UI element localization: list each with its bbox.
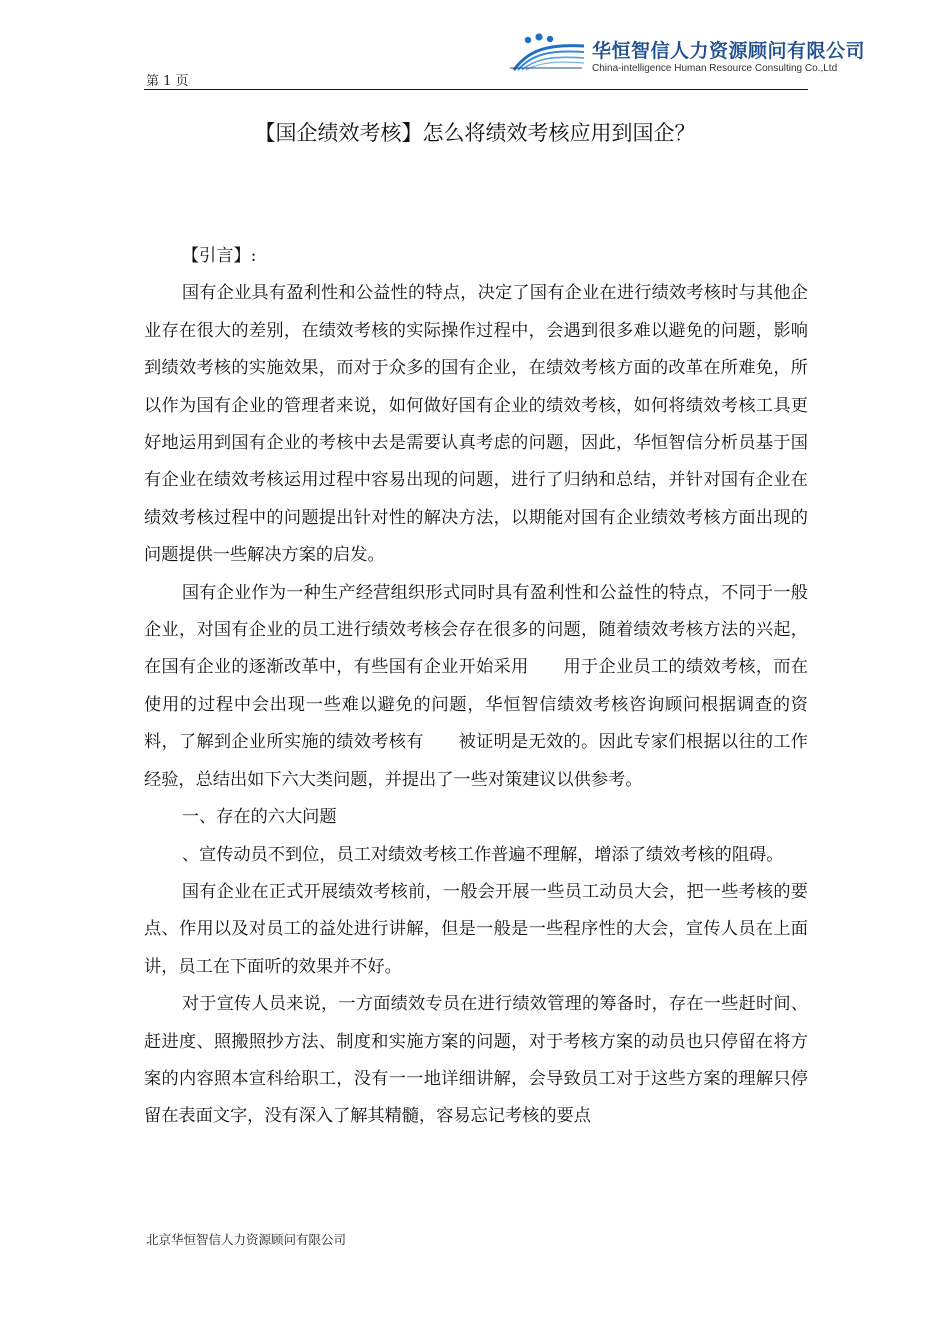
section-heading: 一、存在的六大问题 (181, 807, 337, 828)
intro-label: 【引言】: (181, 246, 257, 266)
paragraph: 国有企业在正式开展绩效考核前，一般会开展一些员工动员大会，把一些考核的要点、作用以及对员工的益处进行讲解，但是一般是一些程序性的大会，宣传人员在上面讲，员工在下面听的效果并不好。 (144, 881, 808, 977)
paragraph: 、宣传动员不到位，员工对绩效考核工作普遍不理解，增添了绩效考核的阻碍。 (181, 844, 784, 865)
paragraph: 对于宣传人员来说，一方面绩效专员在进行绩效管理的筹备时，存在一些赶时间、赶进度、照搬照抄方法、制度和实施方案的问题，对于考核方案的动员也只停留在将方案的内容照本宣科给职工，没有一一地详细讲解，会导致员工对于这些方案的理解只停留在表面文字，没有深入了解其精髓，容易忘记考核的要点 (144, 994, 808, 1127)
page-number: 第 1 页 (146, 74, 189, 89)
paragraph: 国有企业作为一种生产经营组织形式同时具有盈利性和公益性的特点，不同于一般企业，对国有企业的员工进行绩效考核会存在很多的问题，随着绩效考核方法的兴起，在国有企业的逐渐改革中，有些国有企业开始采用 用于企业员工的绩效考核，而在使用的过程中会出现一些难以避免的问题，华恒智信绩效考核咨询顾问根据调查的资料，了解到企业所实施的绩效考核有 被证明是无效的。因此专家们根据以往的工作经验，总结出如下六大类问题，并提出了一些对策建议以供参考。 (144, 582, 808, 790)
document-title: 【国企绩效考核】怎么将绩效考核应用到国企？ (254, 121, 696, 145)
page-header (0, 0, 950, 95)
paragraph: 国有企业具有盈利性和公益性的特点，决定了国有企业在进行绩效考核时与其他企业存在很大的差别，在绩效考核的实际操作过程中，会遇到很多难以避免的问题，影响到绩效考核的实施效果，而对于众多的国有企业，在绩效考核方面的改革在所难免，所以作为国有企业的管理者来说，如何做好国有企业的绩效考核，如何将绩效考核工具更好地运用到国有企业的考核中去是需要认真考虑的问题，因此，华恒智信分析员基于国有企业在绩效考核运用过程中容易出现的问题，进行了归纳和总结，并针对国有企业在绩效考核过程中的问题提出针对性的解决方法，以期能对国有企业绩效考核方面出现的问题提供一些解决方案的启发。 (144, 283, 808, 566)
header-divider (144, 89, 808, 90)
document-body (144, 238, 808, 1136)
company-name-en: China-intelligence Human Resource Consulting Co.,Ltd (592, 63, 838, 74)
page-footer: 北京华恒智信人力资源顾问有限公司 (146, 1232, 347, 1247)
company-name-cn: 华恒智信人力资源顾问有限公司 (592, 40, 866, 62)
company-logo-icon (508, 30, 588, 74)
